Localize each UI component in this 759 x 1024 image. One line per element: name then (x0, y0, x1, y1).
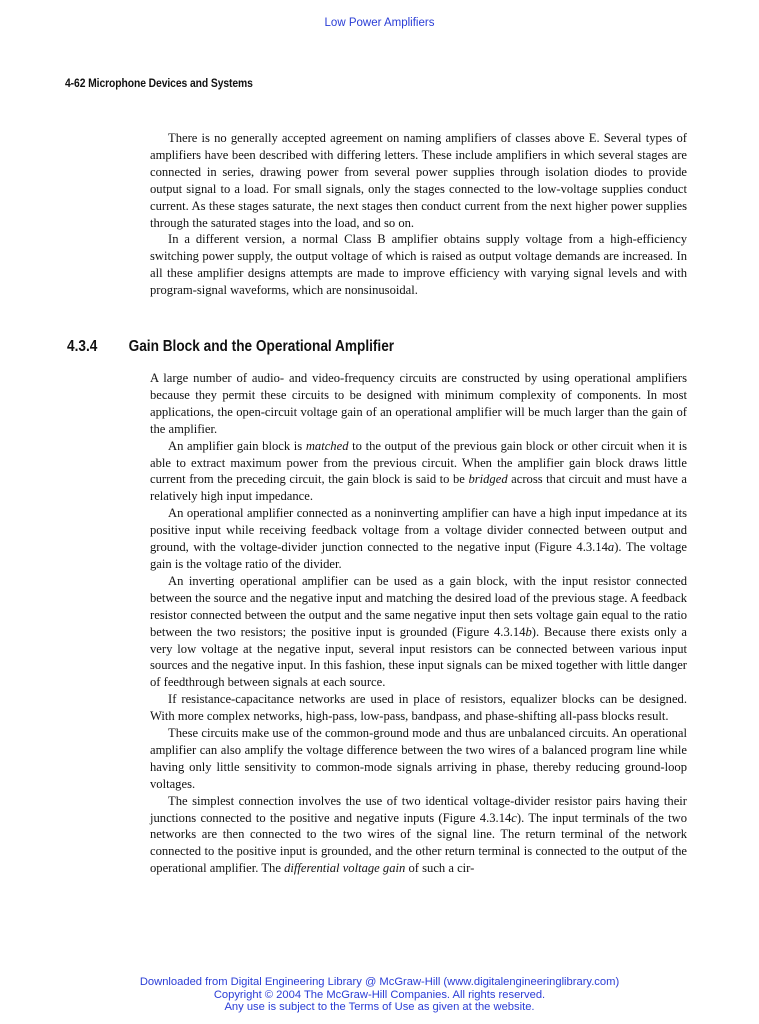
body-paragraph-7 (150, 793, 687, 878)
footer-notice (0, 976, 759, 1014)
emphasis-text: bridged (468, 472, 508, 487)
text-run: The simplest connection involves the use of two identical voltage-divider resistor pairs having their junctions connected to the positive and negative inputs (Figure 4.3.14 (150, 793, 687, 825)
text-run: An inverting operational amplifier can be used as a gain block, with the input resistor connected between the source and the negative input and matching the desired load of the previous stage. A feedback resistor connected between the output and the same negative input then sets voltage gain equal to the ratio between the two resistors; the positive input is grounded (Figure 4.3.14 (150, 573, 687, 639)
section-body (150, 370, 687, 877)
body-paragraph-1: A large number of audio- and video-frequency circuits are constructed by using operational amplifiers because they permit these circuits to be designed with minimum complexity of components. In most applications, the open-circuit voltage gain of an operational amplifier will be much larger than the gain of the amplifier. (150, 371, 687, 436)
text-run: An operational amplifier connected as a noninverting amplifier can have a high input impedance at its positive input while receiving feedback voltage from a voltage divider connected between output and ground, with the voltage-divider junction connected to the negative input (Figure 4.3.14 (150, 506, 687, 555)
emphasis-text: c (511, 810, 517, 825)
emphasis-text: a (607, 540, 615, 555)
section-number: 4.3.4 (67, 338, 98, 355)
text-run: of such a cir- (405, 861, 475, 876)
intro-text (150, 130, 687, 299)
text-run: across that circuit and must have a relatively high input impedance. (150, 472, 687, 504)
section-heading (67, 338, 394, 356)
body-paragraph-3 (150, 505, 687, 573)
section-title: Gain Block and the Operational Amplifier (128, 338, 395, 355)
emphasis-text: matched (305, 438, 349, 453)
emphasis-text: b (525, 624, 532, 639)
intro-paragraph-1: There is no generally accepted agreement on naming amplifiers of classes above E. Several types of amplifiers have been described with differing letters. These include amplifiers in which several stages are connected in series, drawing power from several power supplies through isolation diodes to provide output signal to a load. For small signals, only the stages connected to the low-voltage supplies conduct current. As these stages saturate, the next stages then conduct current from the next higher power supplies through the saturated stages into the load, and so on. (150, 131, 687, 230)
text-run: An amplifier gain block is (168, 438, 306, 453)
body-paragraph-2 (150, 438, 687, 506)
text-run: ). The voltage gain is the voltage ratio of the divider. (150, 540, 687, 571)
footer-download-link[interactable]: Downloaded from Digital Engineering Library @ McGraw-Hill (www.digitalengineeringlibrary.com) (139, 976, 620, 988)
running-head: 4-62 Microphone Devices and Systems (65, 78, 253, 90)
top-title-link[interactable]: Low Power Amplifiers (324, 17, 435, 29)
emphasis-text: differential voltage gain (284, 861, 406, 876)
intro-paragraph-2: In a different version, a normal Class B amplifier obtains supply voltage from a high-efficiency switching power supply, the output voltage of which is raised as output voltage demands are increased. In all these amplifier designs attempts are made to improve efficiency with varying signal levels and with program-signal waveforms, which are nonsinusoidal. (150, 232, 687, 298)
text-run: ). The input terminals of the two networks are then connected to the two wires of the signal line. The return terminal of the network connected to the positive input is grounded, and the other return terminal is connected to the output of the operational amplifier. The (150, 810, 687, 876)
body-paragraph-4 (150, 573, 687, 691)
text-run: ). Because there exists only a very low voltage at the negative input, several input resistors can be connected between various input sources and the negative input. In this fashion, these input signals can be mixed together with little danger of feedthrough between signals at each source. (150, 624, 687, 690)
footer-copyright-link[interactable]: Copyright © 2004 The McGraw-Hill Companies. All rights reserved. (213, 988, 546, 1001)
footer-terms-link[interactable]: Any use is subject to the Terms of Use as given at the website. (224, 1001, 535, 1014)
body-paragraph-5: If resistance-capacitance networks are used in place of resistors, equalizer blocks can be designed. With more complex networks, high-pass, low-pass, bandpass, and phase-shifting all-pass blocks result. (150, 692, 687, 724)
body-paragraph-6: These circuits make use of the common-ground mode and thus are unbalanced circuits. An operational amplifier can also amplify the voltage difference between the two wires of a balanced program line while having only little sensitivity to common-mode signals arriving in phase, thereby reducing ground-loop voltages. (150, 726, 687, 791)
text-run: to the output of the previous gain block or other circuit when it is able to extract maximum power from the previous circuit. When the amplifier gain block draws little current from the preceding circuit, the gain block is said to be (150, 438, 687, 487)
